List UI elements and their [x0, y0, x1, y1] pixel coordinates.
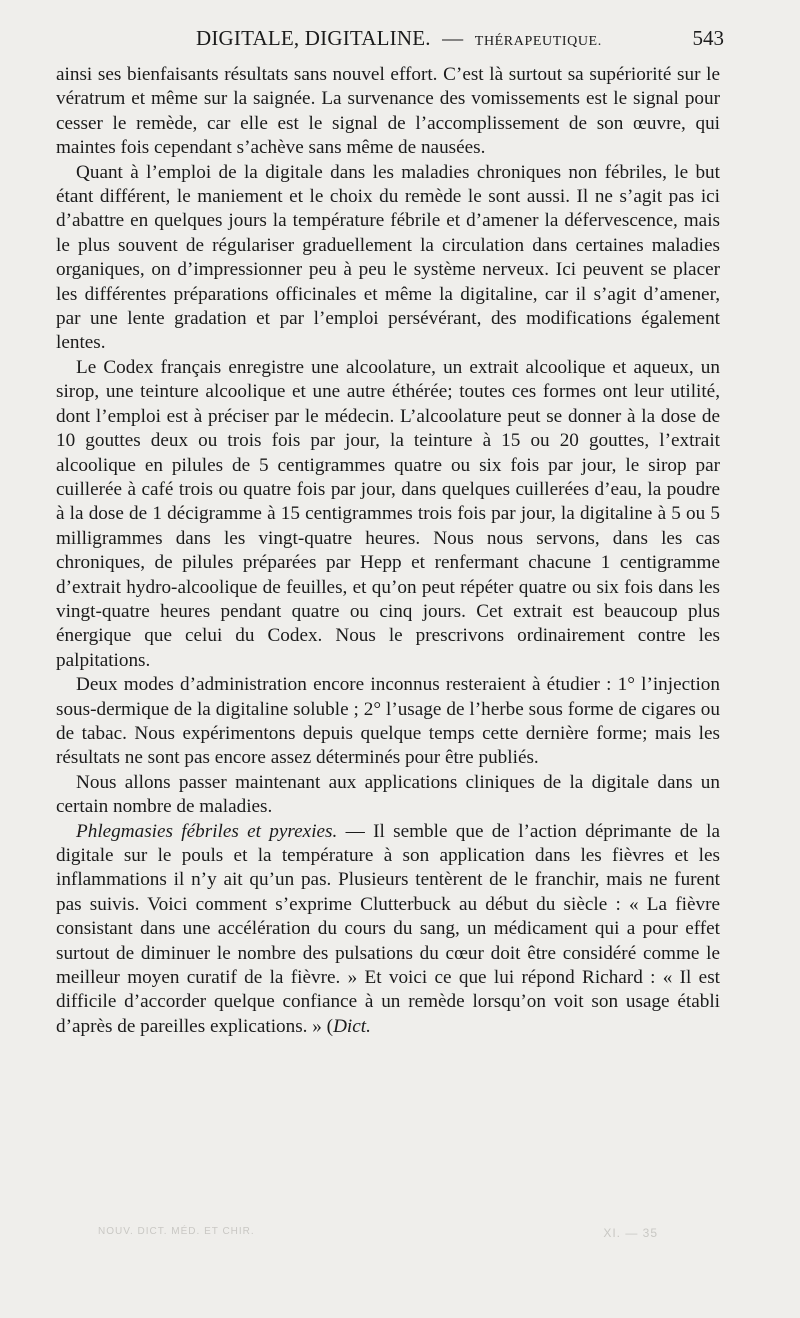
- page-body-text: [56, 63, 720, 1039]
- paragraph-text: — Il semble que de l’action déprimante de la digitale sur le pouls et la température à son application dans les fièvres et les inflammations il n’y ait qu’un pas. Plusieurs tentèrent de le franchir, mais ne furent pas suivis. Voici comment s’exprime Clutterbuck au début du siècle : « La fièvre consistant dans une accélération du cours du sang, un médicament qui a pour effet surtout de diminuer le nombre des pulsations du cœur doit être considéré comme le meilleur moyen curatif de la fièvre. » Et voici ce que lui répond Richard : « Il est difficile d’accorder quelque confiance à un remède lorsqu’on voit son usage établi d’après de pareilles explications. » (: [56, 820, 720, 1037]
- page-footer: [58, 1226, 718, 1246]
- paragraph-text: Le Codex français enregistre une alcoolature, un extrait alcoolique et aqueux, un sirop, une teinture alcoolique et une autre éthérée; toutes ces formes ont leur utilité, dont l’emploi est à préciser par le médecin. L’alcoolature peut se donner à la dose de 10 gouttes deux ou trois fois par jour, la teinture à 15 ou 20 gouttes, l’extrait alcoolique en pilules de 5 centigrammes quatre ou six fois par jour, le sirop par cuillerée à café trois ou quatre fois par jour, dans quelques cuillerées d’eau, la poudre à la dose de 1 décigramme à 15 centigrammes trois fois par jour, la digitaline à 5 ou 5 milligrammes dans les vingt-quatre heures. Nous nous servons, dans les cas chroniques, de pilules préparées par Hepp et renfermant chacune 1 centigramme d’extrait hydro-alcoolique de feuilles, et qu’on peut répéter quatre ou six fois dans les vingt-quatre heures pendant quatre ou cinq jours. Cet extrait est beaucoup plus énergique que celui du Codex. Nous le prescrivons ordinairement contre les palpitations.: [56, 356, 720, 671]
- running-header: [58, 26, 724, 56]
- italic-text: Dict.: [333, 1015, 371, 1037]
- paragraph-text: Nous allons passer maintenant aux applications cliniques de la digitale dans un certain nombre de maladies.: [56, 771, 720, 818]
- paragraph-text: Deux modes d’administration encore inconnus resteraient à étudier : 1° l’injection sous-dermique de la digitaline soluble ; 2° l’usage de l’herbe sous forme de cigares ou de tabac. Nous expérimentons depuis quelque temps cette dernière forme; mais les résultats ne sont pas encore assez déterminés pour être publiés.: [56, 674, 720, 769]
- page-number: 543: [692, 26, 724, 50]
- italic-text: Phlegmasies fébriles et pyrexies.: [76, 820, 338, 842]
- running-title: [196, 26, 602, 51]
- paragraph: [56, 820, 720, 1040]
- header-subtitle: THÉRAPEUTIQUE.: [474, 34, 602, 49]
- paragraph-text: ainsi ses bienfaisants résultats sans nouvel effort. C’est là surtout sa supériorité sur le vératrum et même sur la saignée. La survenance des vomissements est le signal pour cesser le remède, car elle est le signal de l’accomplissement de son œuvre, qui maintes fois cependant s’achève sans même de nausées.: [56, 64, 720, 159]
- paragraph: [56, 63, 720, 161]
- paragraph-text: Quant à l’emploi de la digitale dans les maladies chroniques non fébriles, le but étant différent, le maniement et le choix du remède le sont aussi. Il ne s’agit pas ici d’abattre en quelques jours la température fébrile et d’amener la défervescence, mais le plus souvent de régulariser graduellement la circulation dans certaines maladies organiques, on d’impressionner peu à peu le système nerveux. Ici peuvent se placer les différentes préparations officinales et même la digitaline, car il s’agit d’amener, par une lente gradation et par l’emploi persévérant, des modifications également lentes.: [56, 161, 720, 354]
- header-title: DIGITALE, DIGITALINE.: [196, 26, 431, 50]
- paragraph: [56, 771, 720, 820]
- footer-sheet-number: XI. — 35: [603, 1226, 658, 1240]
- paragraph: [56, 673, 720, 771]
- paragraph: [56, 161, 720, 356]
- paragraph: [56, 356, 720, 673]
- footer-signature: NOUV. DICT. MÉD. ET CHIR.: [98, 1226, 255, 1237]
- header-dash: —: [442, 26, 464, 50]
